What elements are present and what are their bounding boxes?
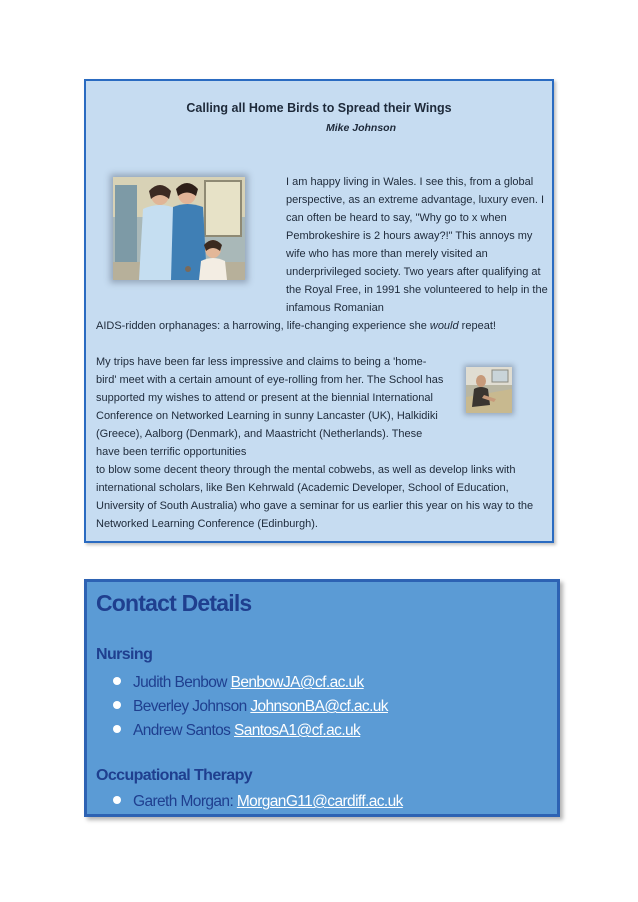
email-link[interactable]: JohnsonBA@cf.ac.uk [250,698,388,715]
paragraph-1-part-1: I am happy living in Wales. I see this, from a global perspective, as an extreme advantage, luxury even. I can often be heard to say, "Why go to x when Pembrokeshire is 2 hours away?!" This annoys my wife who has more than merely visited an underprivileged society. Two years after qualifying at the Royal Free, in 1991 she volunteered to help in the infamous Romanian [286,176,548,314]
photo-nurses-with-child [113,177,245,280]
photo-nurses-image [113,177,245,280]
email-link[interactable]: BenbowJA@cf.ac.uk [230,674,364,691]
bullet-icon [113,796,121,804]
bullet-icon [113,725,121,733]
nursing-heading: Nursing [96,646,153,663]
emphasis-would: would [429,320,459,332]
paragraph-1-part-2 [96,317,551,335]
contact-name: Judith Benbow [133,674,231,691]
photo-man-at-desk [466,367,512,413]
email-link[interactable]: SantosA1@cf.ac.uk [234,722,361,739]
contact-title: Contact Details [96,590,252,616]
paragraph-2-part-1: My trips have been far less impressive and claims to being a 'home-bird' meet with a certain amount of eye-rolling from her. The School has supported my wishes to attend or present at the biennial International Conference on Networked Learning in sunny Lancaster (UK), Halkidiki (Greece), Aalborg (Denmark), and Maastricht (Netherlands). These have been terrific opportunities [96,356,444,458]
paragraph-1-part-2-text: AIDS-ridden orphanages: a harrowing, life-changing experience she [96,320,430,332]
list-item [113,695,388,719]
contact-name: Gareth Morgan: [133,793,237,810]
occupational-therapy-heading: Occupational Therapy [96,767,253,784]
bullet-icon [113,677,121,685]
contact-name: Andrew Santos [133,722,235,739]
email-link[interactable]: MorganG11@cardiff.ac.uk [236,793,403,810]
list-item [113,719,388,743]
article-box [84,79,554,543]
photo-man-image [466,367,512,413]
paragraph-2-part-2: to blow some decent theory through the mental cobwebs, as well as develop links with international scholars, like Ben Kehrwald (Academic Developer, School of Education, University of South Australia) who gave a seminar for us earlier this year on his way to the Networked Learning Conference (Edinburgh). [96,464,534,530]
ot-contact-list [113,790,403,814]
article-title: Calling all Home Birds to Spread their Wings [186,101,452,115]
contact-details-box [84,579,560,817]
paragraph-1-part-2-end: repeat! [458,320,496,332]
nursing-contact-list [113,671,388,743]
article-author: Mike Johnson [325,122,396,134]
contact-name: Beverley Johnson [133,698,251,715]
list-item [113,671,388,695]
bullet-icon [113,701,121,709]
list-item [113,790,403,814]
